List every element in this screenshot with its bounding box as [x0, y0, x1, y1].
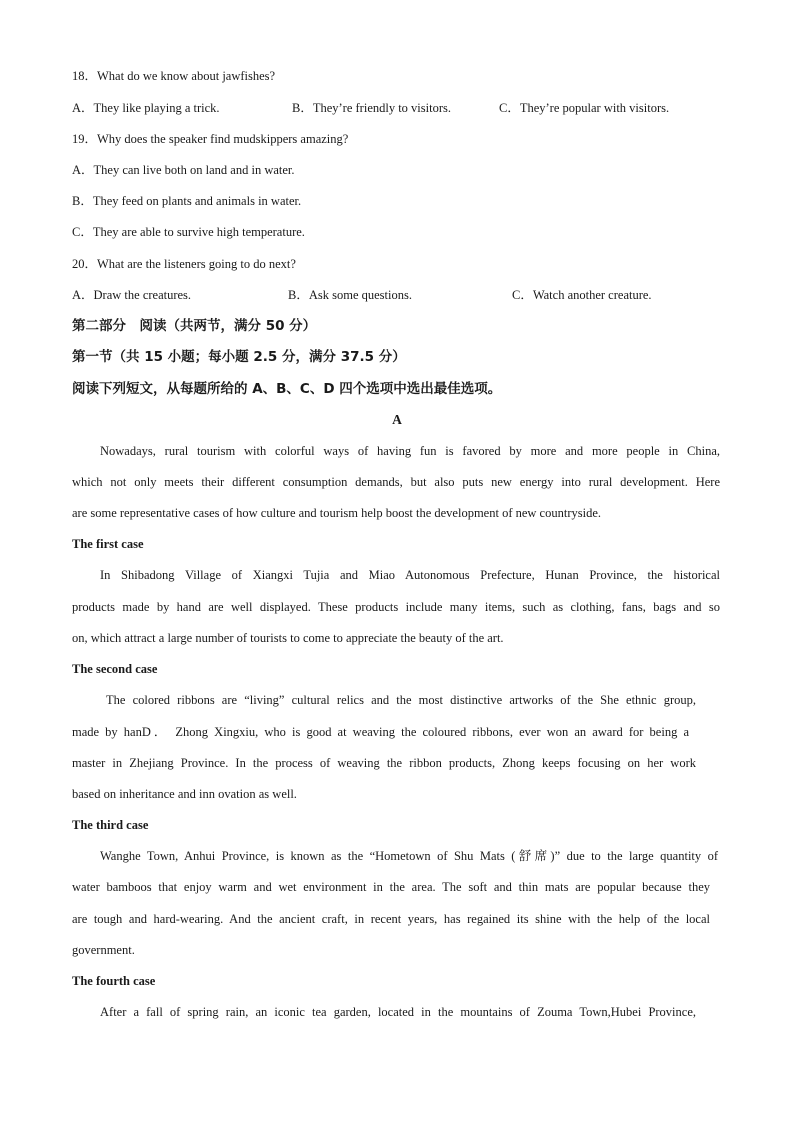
passage-label: A: [392, 412, 402, 427]
case-3-line-3: are tough and hard-wearing. And the ancient craft, in recent years, has regained its shine with the help of the local: [72, 912, 710, 926]
reading-instruction: 阅读下列短文，从每题所给的 A、B、C、D 四个选项中选出最佳选项。: [72, 381, 502, 397]
q18-option-c: C．They’re popular with visitors.: [499, 101, 670, 115]
case-3-heading: The third case: [72, 818, 149, 832]
case-1-line-1: In Shibadong Village of Xiangxi Tujia and Miao Autonomous Prefecture, Hunan Province, the historical: [100, 568, 720, 582]
q20-option-c: C．Watch another creature.: [512, 288, 652, 302]
case-2-line-4: based on inheritance and inn ovation as well.: [72, 787, 297, 801]
case-4-line-1: After a fall of spring rain, an iconic tea garden, located in the mountains of Zouma Town,Hubei Province,: [100, 1005, 696, 1019]
case-1-line-3: on, which attract a large number of tourists to come to appreciate the beauty of the art.: [72, 631, 504, 645]
q20-option-b: B．Ask some questions.: [288, 288, 412, 302]
q18-option-b: B．They’re friendly to visitors.: [292, 101, 451, 115]
case-2-heading: The second case: [72, 662, 158, 676]
question-18: 18．What do we know about jawfishes?: [72, 69, 276, 83]
case-1-line-2: products made by hand are well displayed. These products include many items, such as clothing, fans, bags and so: [72, 600, 720, 614]
part-two-title: 第二部分 阅读（共两节，满分 50 分）: [72, 318, 317, 334]
q19-option-c: C．They are able to survive high temperature.: [72, 225, 305, 239]
question-20: 20．What are the listeners going to do next?: [72, 257, 296, 271]
case-2-line-2: made by hanD． Zhong Xingxiu, who is good at weaving the coloured ribbons, ever won an award for being a: [72, 725, 689, 739]
q20-option-a: A．Draw the creatures.: [72, 288, 192, 302]
case-3-line-4: government.: [72, 943, 135, 957]
intro-line-3: are some representative cases of how culture and tourism help boost the development of new countryside.: [72, 506, 602, 520]
section-one-title: 第一节（共 15 小题；每小题 2.5 分，满分 37.5 分）: [72, 349, 406, 365]
case-2-line-1: The colored ribbons are “living” cultural relics and the most distinctive artworks of the She ethnic group,: [106, 693, 696, 707]
q19-option-b: B．They feed on plants and animals in water.: [72, 194, 302, 208]
question-19: 19．Why does the speaker find mudskippers amazing?: [72, 132, 349, 146]
intro-line-2: which not only meets their different consumption demands, but also puts new energy into rural development. Here: [72, 475, 720, 489]
q19-option-a: A．They can live both on land and in water.: [72, 163, 295, 177]
case-1-heading: The first case: [72, 537, 144, 551]
intro-line-1: Nowadays, rural tourism with colorful ways of having fun is favored by more and more people in China,: [100, 444, 720, 458]
q18-option-a: A．They like playing a trick.: [72, 101, 220, 115]
case-4-heading: The fourth case: [72, 974, 156, 988]
case-3-line-2: water bamboos that enjoy warm and wet environment in the area. The soft and thin mats are popular because they: [72, 880, 710, 894]
case-3-line-1: Wanghe Town, Anhui Province, is known as the “Hometown of Shu Mats (舒席)” due to the large quantity of: [100, 849, 718, 863]
case-2-line-3: master in Zhejiang Province. In the process of weaving the ribbon products, Zhong keeps focusing on her work: [72, 756, 696, 770]
